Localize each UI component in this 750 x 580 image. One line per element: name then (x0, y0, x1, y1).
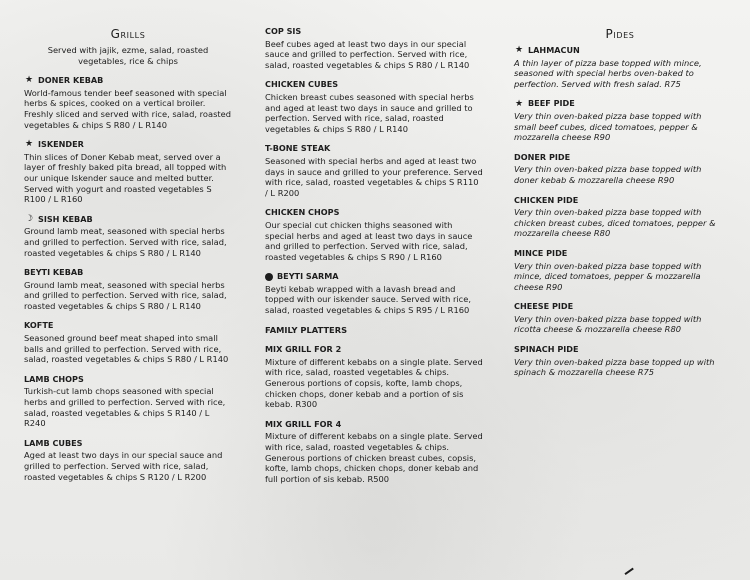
menu-item-description: Very thin oven-baked pizza base topped with doner kebab & mozzarella cheese R90 (514, 164, 702, 185)
menu-item-name: MIX GRILL FOR 2 (265, 344, 342, 355)
menu-item-header (265, 143, 483, 154)
menu-item-description: Very thin oven-baked pizza base topped with ricotta cheese & mozzarella cheese R80 (514, 313, 702, 335)
menu-item-description: World-famous tender beef seasoned with special herbs & spices, cooked on a vertical broiler. Freshly sliced and served with rice, salad, roasted vegetables & chips S R80 / L R140 (24, 87, 232, 130)
menu-item-header (24, 139, 232, 150)
menu-item-name: CHICKEN CUBES (265, 79, 339, 90)
menu-item-header (265, 271, 483, 282)
menu-item-name: ISKENDER (38, 139, 84, 150)
menu-item-header (514, 152, 726, 163)
pides-column (514, 24, 726, 387)
menu-item (265, 271, 483, 315)
menu-item-header (514, 301, 726, 312)
menu-item-description: Chicken breast cubes seasoned with special herbs and aged at least two days in sauce and grilled to perfection. Served with rice, salad, roasted vegetables & chips S R80 / L R140 (265, 91, 474, 134)
menu-item (514, 344, 726, 378)
menu-item-header (514, 195, 726, 206)
menu-item (24, 320, 232, 364)
menu-item (265, 207, 483, 262)
menu-item-description: Aged at least two days in our special sauce and grilled to perfection. Served with rice, salad, roasted vegetables & chips S R120 / L R200 (24, 450, 223, 482)
middle-column (265, 26, 483, 493)
pides-title: Pides (605, 27, 635, 41)
menu-item (265, 143, 483, 198)
menu-item-header (24, 267, 232, 278)
menu-item-name: LAMB CUBES (24, 437, 83, 448)
menu-item-name: KOFTE (24, 320, 54, 331)
menu-item-description: Ground lamb meat, seasoned with special herbs and grilled to perfection. Served with rice, salad, roasted vegetables & chips S R80 / L R140 (24, 279, 227, 311)
menu-item-header (514, 248, 726, 259)
menu-item-description: Very thin oven-baked pizza base topped with mince, diced tomatoes, pepper & mozzarella cheese R90 (514, 260, 702, 292)
star-icon: ★ (514, 98, 524, 109)
grills-title: Grills (110, 27, 146, 41)
grills-column (24, 24, 232, 491)
menu-item-name: DONER KEBAB (38, 75, 104, 86)
menu-item-description: Our special cut chicken thighs seasoned with special herbs and aged at least two days in sauce and grilled to perfection. Served with rice, salad, roasted vegetables & chips S R90 / L R160 (265, 219, 473, 262)
menu-item-description: Seasoned with special herbs and aged at least two days in sauce and grilled to your preference. Served with rice, salad, roasted vegetables & chips S R110 / L R200 (265, 155, 483, 198)
menu-item (514, 248, 726, 292)
menu-item-header (24, 374, 232, 385)
grills-list (24, 75, 232, 482)
menu-item-description: Ground lamb meat, seasoned with special herbs and grilled to perfection. Served with rice, salad, roasted vegetables & chips S R80 / L R140 (24, 226, 227, 258)
menu-item (265, 26, 483, 70)
menu-item-description: Very thin oven-baked pizza base topped up with spinach & mozzarella cheese R75 (514, 356, 715, 378)
menu-item-name: MINCE PIDE (514, 247, 568, 258)
menu-item (24, 139, 232, 205)
menu-item-name: BEEF PIDE (528, 98, 575, 109)
family-platters-title: FAMILY PLATTERS (265, 324, 348, 335)
menu-item-header (514, 98, 726, 109)
menu-item-header (265, 79, 483, 90)
menu-item-name: BEYTI KEBAB (24, 267, 84, 278)
menu-item-description: Very thin oven-baked pizza base topped with small beef cubes, diced tomatoes, pepper & mozzarella cheese R90 (514, 110, 702, 143)
menu-item-header (24, 320, 232, 331)
star-icon: ★ (24, 139, 34, 150)
menu-item-description: Seasoned ground beef meat shaped into small balls and grilled to perfection. Served with rice, salad, roasted vegetables & chips S R80 / L R140 (24, 333, 229, 365)
menu-item-name: DONER PIDE (514, 151, 571, 162)
menu-item (24, 438, 232, 482)
new-badge-icon (265, 273, 273, 281)
menu-item-description: Beyti kebab wrapped with a lavash bread and topped with our iskender sauce. Served with rice, salad, roasted vegetables & chips S R95 / L R160 (265, 283, 471, 316)
menu-item (265, 419, 483, 485)
menu-item-header (265, 207, 483, 218)
menu-item-header (514, 344, 726, 355)
menu-item-description: Mixture of different kebabs on a single plate. Served with rice, salad, roasted vegetables & chips. Generous portions of copsis, kofte, lamb chops, chicken chops, doner kebab and a portion of sis kebab. R300 (265, 356, 483, 410)
menu-item-description: Mixture of different kebabs on a single plate. Served with rice, salad, roasted vegetables & chips. Generous portions of chicken breast cubes, copsis, kofte, lamb chops, chicken chops, doner kebab and full portion of sis kebab. R500 (265, 431, 483, 484)
menu-item-name: SPINACH PIDE (514, 344, 579, 355)
menu-item (24, 75, 232, 130)
menu-item-name: T-BONE STEAK (265, 143, 331, 154)
menu-item (24, 267, 232, 311)
menu-item-name: MIX GRILL FOR 4 (265, 418, 342, 429)
menu-item (514, 45, 726, 89)
menu-item-name: COP SIS (265, 26, 302, 36)
menu-item (265, 344, 483, 410)
menu-item-description: Thin slices of Doner Kebab meat, served over a layer of freshly baked pita bread, all topped with our unique Iskender sauce and melted butter. Served with yogurt and roasted vegetables S R100 / L R160 (24, 151, 227, 205)
menu-item-header (265, 344, 483, 355)
menu-item (514, 152, 726, 186)
menu-item-header (514, 45, 726, 56)
menu-item-header (265, 419, 483, 430)
menu-item (24, 214, 232, 258)
star-icon: ★ (24, 75, 34, 86)
menu-item-description: A thin layer of pizza base topped with mince, seasoned with special herbs oven-baked to perfection. Served with fresh salad. R75 (514, 57, 702, 89)
menu-item-name: CHEESE PIDE (514, 301, 574, 312)
chili-icon: ☽ (24, 214, 34, 225)
menu-item-description: Turkish-cut lamb chops seasoned with special herbs and grilled to perfection. Served with rice, salad, roasted vegetables & chips S R140 / L R240 (24, 386, 226, 429)
menu-item (514, 195, 726, 239)
menu-item-description: Beef cubes aged at least two days in our special sauce and grilled to perfection. Served with rice, salad, roasted vegetables & chips S R80 / L R140 (265, 38, 470, 70)
menu-item-header (24, 214, 232, 225)
menu-item-name: CHICKEN CHOPS (265, 207, 340, 218)
menu-item-name: BEYTI SARMA (277, 271, 339, 282)
grills-intro: Served with jajik, ezme, salad, roasted vegetables, rice & chips (47, 45, 209, 66)
middle-list (265, 26, 483, 316)
menu-item-header (24, 75, 232, 86)
menu-item (514, 98, 726, 142)
menu-item (24, 374, 232, 429)
menu-item (514, 301, 726, 335)
menu-item-header (265, 26, 483, 37)
menu-item-name: SISH KEBAB (38, 213, 93, 224)
family-list (265, 344, 483, 484)
corner-mark (624, 568, 635, 578)
menu-item-header (24, 438, 232, 449)
pides-list (514, 45, 726, 378)
menu-item (265, 79, 483, 134)
menu-item-name: LAHMACUN (528, 45, 580, 55)
star-icon: ★ (514, 45, 524, 56)
menu-item-name: LAMB CHOPS (24, 373, 84, 384)
menu-item-description: Very thin oven-baked pizza base topped with chicken breast cubes, diced tomatoes, pepper & mozzarella cheese R80 (514, 207, 716, 239)
menu-item-name: CHICKEN PIDE (514, 194, 579, 205)
